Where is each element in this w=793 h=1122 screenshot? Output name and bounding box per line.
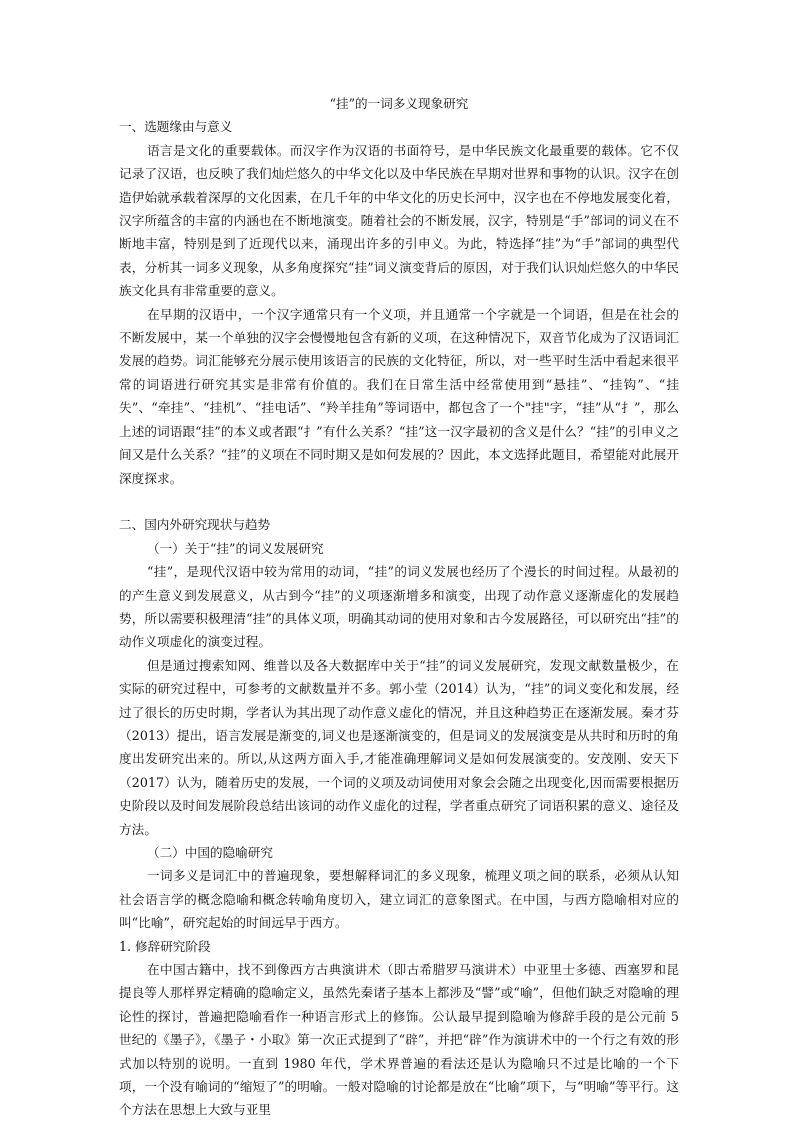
paragraph: 一词多义是词汇中的普遍现象，要想解释词汇的多义现象，梳理义项之间的联系，必须从认知社会语言学的概念隐喻和概念转喻角度切入，建立词汇的意象图式。在中国，与西方隐喻相对应的叫“比喻”，研究起始的时间远早于西方。: [119, 868, 679, 931]
numbered-heading-1: 1. 修辞研究阶段: [119, 938, 211, 954]
document-body: [119, 92, 679, 1122]
subsection-heading-2: （二）中国的隐喻研究: [147, 844, 273, 860]
section-heading-1: 一、选题缘由与意义: [119, 119, 233, 135]
paragraph: “挂”，是现代汉语中较为常用的动词，“挂”的词义发展也经历了个漫长的时间过程。从最初的的产生意义到发展意义，从古到今“挂”的义项逐渐增多和演变，出现了动作意义逐渐虚化的发展趋势，所以需要积极理清“挂”的具体义项，明确其动词的使用对象和古今发展路径，可以研究出“挂”的动作义项虚化的演变过程。: [119, 564, 679, 650]
paragraph: 但是通过搜索知网、维普以及各大数据库中关于“挂”的词义发展研究，发现文献数量极少，在实际的研究过程中，可参考的文献数量并不多。郭小莹（2014）认为，“挂”的词义变化和发展，经过了很长的历史时期，学者认为其出现了动作意义虚化的情况，并且这种趋势正在逐渐发展。秦才芬（2013）提出，语言发展是渐变的,词义也是逐渐演变的，但是词义的发展演变是从共时和历时的角度出发研究出来的。所以,从这两方面入手,才能准确理解词义是如何发展演变的。安茂刚、安天下（2017）认为，随着历史的发展，一个词的义项及动词使用对象会会随之出现变化,因而需要根据历史阶段以及时间发展阶段总结出该词的动作义虚化的过程，学者重点研究了词语积累的意义、途径及方法。: [119, 657, 679, 837]
document-title: “挂”的一词多义现象研究: [329, 96, 469, 111]
paragraph: 在早期的汉语中，一个汉字通常只有一个义项，并且通常一个字就是一个词语，但是在社会的不断发展中，某一个单独的汉字会慢慢地包含有新的义项，在这种情况下，双音节化成为了汉语词汇发展的趋势。词汇能够充分展示使用该语言的民族的文化特征，所以，对一些平时生活中看起来很平常的词语进行研究其实是非常有价值的。我们在日常生活中经常使用到“悬挂”、“挂钩”、“挂失”、“牵挂”、“挂机”、“挂电话”、“羚羊挂角”等词语中，都包含了一个"挂"字，“挂”从“扌”，那么上述的词语跟“挂”的本义或者跟“扌”有什么关系？“挂”这一汉字最初的含义是什么？“挂”的引申义之间又是什么关系？“挂”的义项在不同时期又是如何发展的？因此，本文选择此题目，希望能对此展开深度探求。: [119, 306, 679, 486]
subsection-heading-1: （一）关于“挂”的词义发展研究: [147, 540, 324, 556]
section-heading-2: 二、国内外研究现状与趋势: [119, 517, 271, 533]
paragraph: 在中国古籍中，找不到像西方古典演讲术（即古希腊罗马演讲术）中亚里士多德、西塞罗和昆提良等人那样界定精确的隐喻定义，虽然先秦诸子基本上都涉及“譬”或“喻”，但他们缺乏对隐喻的理论性的探讨，普遍把隐喻看作一种语言形式上的修饰。公认最早提到隐喻为修辞手段的是公元前 5 世纪的《墨子》，《墨子・小取》第一次正式提到了“辟”，并把“辟”作为演讲术中的一个行之有效的形式加以特别的说明。一直到 1980 年代，学术界普遍的看法还是认为隐喻只不过是比喻的一个下项，一个没有喻词的“缩短了”的明喻。一般对隐喻的讨论都是放在“比喻”项下，与“明喻”等平行。这个方法在思想上大致与亚里: [119, 962, 679, 1118]
paragraph: 语言是文化的重要载体。而汉字作为汉语的书面符号，是中华民族文化最重要的载体。它不仅记录了汉语，也反映了我们灿烂悠久的中华文化以及中华民族在早期对世界和事物的认识。汉字在创造伊始就承载着深厚的文化因素，在几千年的中华文化的历史长河中，汉字也在不停地发展变化着，汉字所蕴含的丰富的内涵也在不断地演变。随着社会的不断发展，汉字，特别是“手”部词的词义在不断地丰富，特别是到了近现代以来，涌现出许多的引申义。为此，特选择“挂”为“手”部词的典型代表，分析其一词多义现象，从多角度探究“挂”词义演变背后的原因，对于我们认识灿烂悠久的中华民族文化具有非常重要的意义。: [119, 142, 679, 299]
